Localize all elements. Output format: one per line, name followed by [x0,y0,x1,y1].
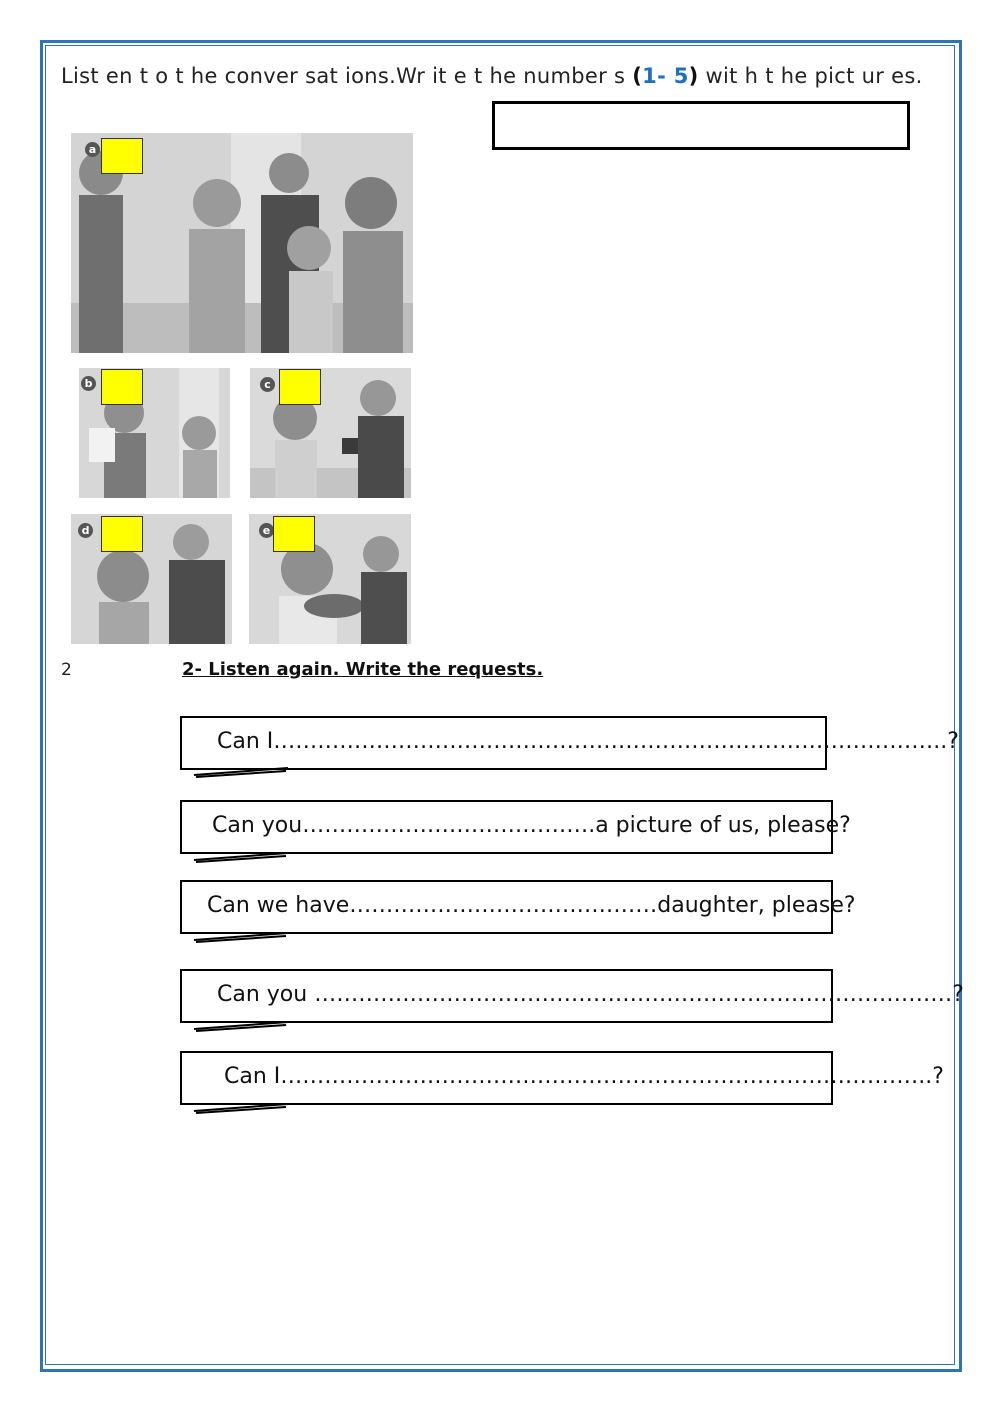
request-text-3: Can we have……………………………………daughter, please? [207,893,856,918]
picture-a-letter: a [85,142,100,157]
pen-stroke-3 [190,930,300,944]
request-box-2[interactable] [180,800,851,854]
picture-c-number-box[interactable] [279,369,321,405]
request-box-3[interactable] [180,880,856,934]
picture-c-letter: c [260,377,275,392]
picture-b-letter: b [81,376,96,391]
instruction-text: List en t o t he conver sat ions.Wr it e t he number s (1- 5) wit h t he pict ur es. [61,64,923,88]
picture-d-number-box[interactable] [101,516,143,552]
picture-e-number-box[interactable] [273,516,315,552]
pen-stroke-2 [190,850,300,864]
pen-stroke-4 [190,1019,300,1033]
answer-box[interactable] [492,101,910,150]
request-text-1: Can I………………………………………………………………………………..? [217,729,959,754]
request-text-4: Can you ……………………………………………………………………………? [217,982,964,1007]
picture-d [71,514,232,644]
request-box-1[interactable] [180,716,959,770]
section-title: 2- Listen again. Write the requests. [182,659,544,680]
picture-e-letter: e [259,523,274,538]
picture-d-illustration [71,514,232,644]
pen-stroke-1 [190,765,300,779]
picture-d-letter: d [78,523,93,538]
request-text-2: Can you………………………………….a picture of us, please? [212,813,851,838]
picture-a-number-box[interactable] [101,138,143,174]
request-box-4[interactable] [180,969,964,1023]
request-box-5[interactable] [180,1051,944,1105]
pen-stroke-5 [190,1101,300,1115]
picture-b-number-box[interactable] [101,369,143,405]
section-number: 2 [61,660,72,680]
request-text-5: Can I……………………………………………………………………………..? [224,1064,944,1089]
